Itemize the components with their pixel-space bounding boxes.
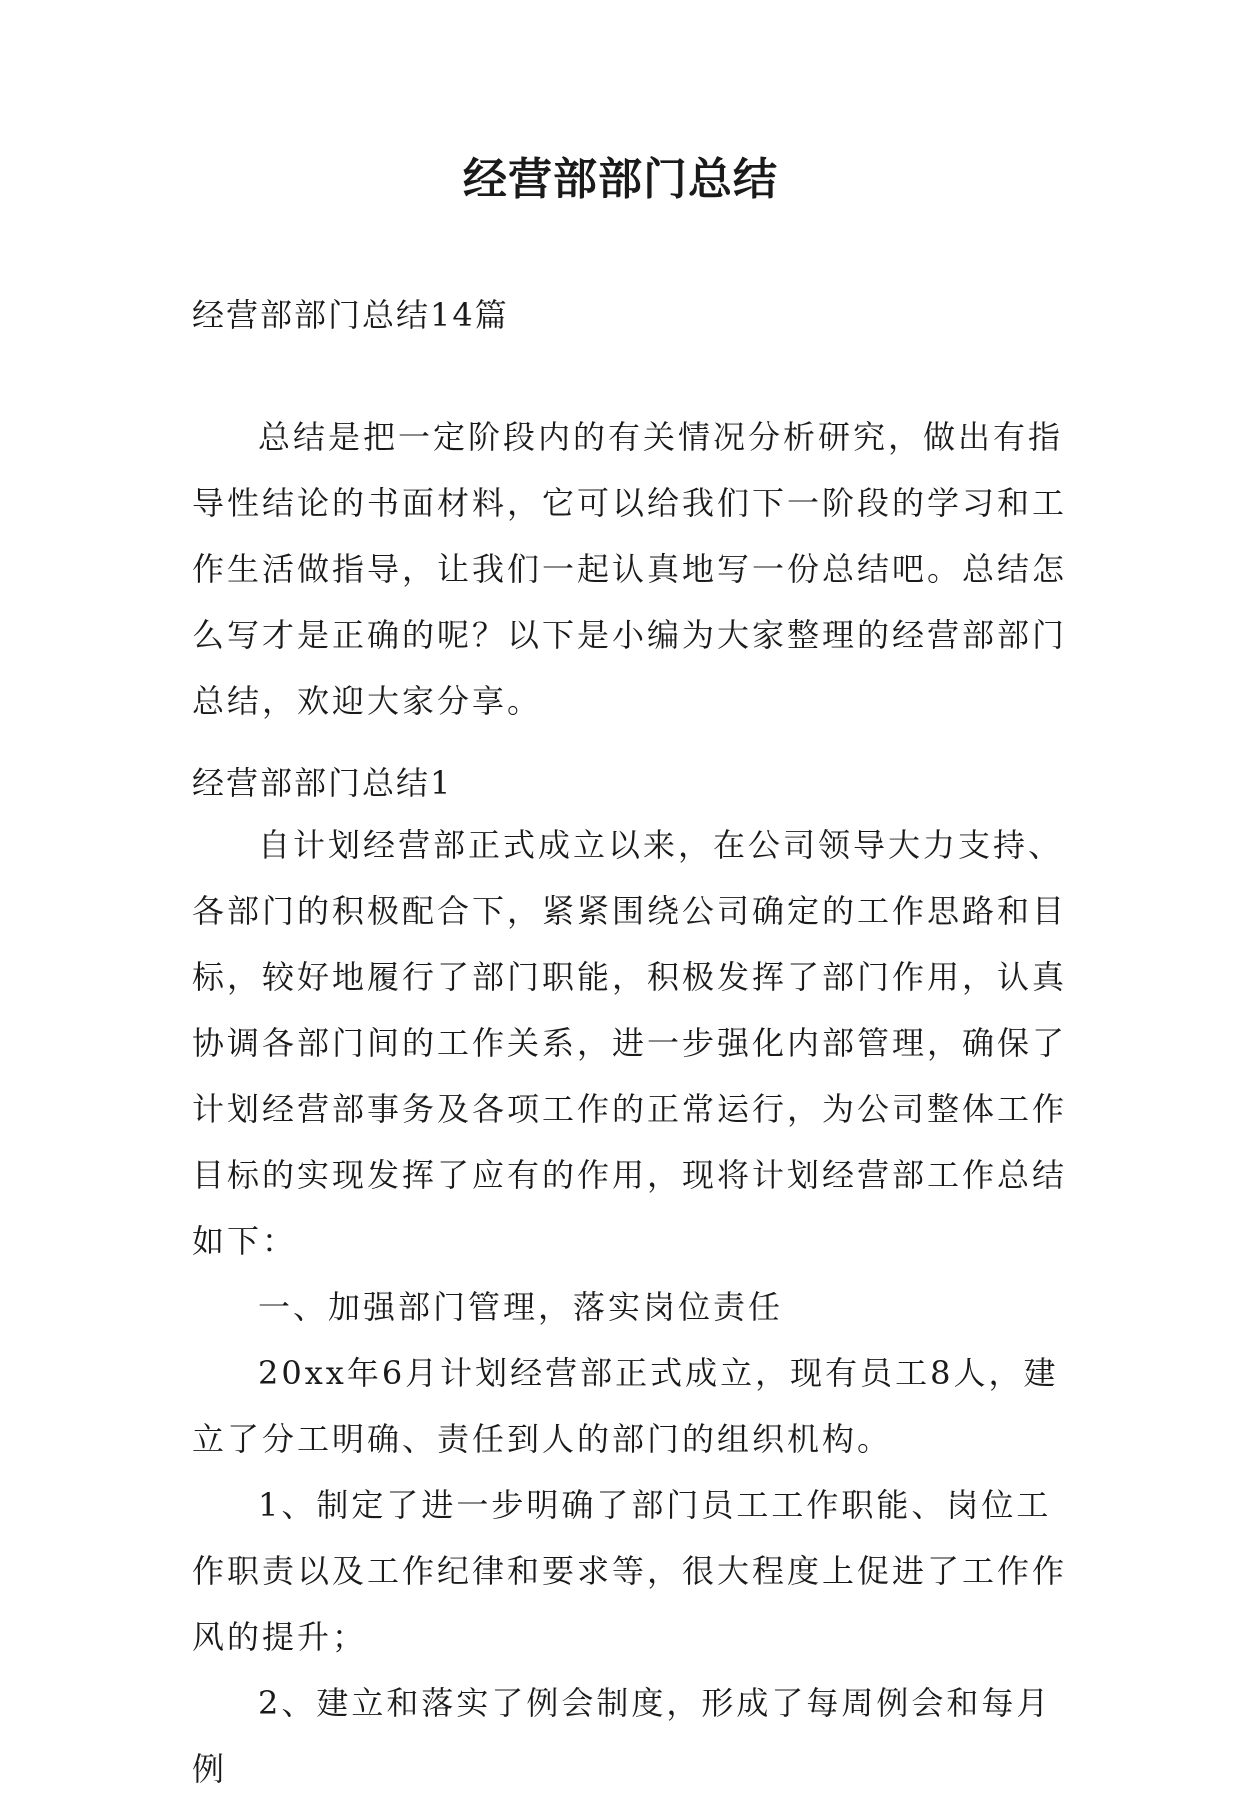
document-subtitle: 经营部部门总结14篇	[192, 296, 509, 334]
document-title: 经营部部门总结	[463, 154, 778, 205]
heading-paragraph: 一、加强部门管理，落实岗位责任	[258, 1288, 784, 1326]
section-title: 经营部部门总结1	[192, 764, 453, 802]
body-paragraph: 自计划经营部正式成立以来，在公司领导大力支持、各部门的积极配合下，紧紧围绕公司确定的工作思路和目标，较好地履行了部门职能，积极发挥了部门作用，认真协调各部门间的工作关系，进一步强化内部管理，确保了计划经营部事务及各项工作的正常运行，为公司整体工作目标的实现发挥了应有的作用，现将计划经营部工作总结如下：	[192, 826, 1068, 1260]
body-paragraph: 20xx年6月计划经营部正式成立，现有员工8人，建立了分工明确、责任到人的部门的组织机构。	[192, 1354, 1059, 1458]
intro-paragraph: 总结是把一定阶段内的有关情况分析研究，做出有指导性结论的书面材料，它可以给我们下一阶段的学习和工作生活做指导，让我们一起认真地写一份总结吧。总结怎么写才是正确的呢？以下是小编为大家整理的经营部部门总结，欢迎大家分享。	[192, 418, 1068, 720]
section-body	[192, 812, 1072, 1802]
list-item-paragraph: 2、建立和落实了例会制度，形成了每周例会和每月例	[192, 1684, 1052, 1788]
list-item-paragraph: 1、制定了进一步明确了部门员工工作职能、岗位工作职责以及工作纪律和要求等，很大程度上促进了工作作风的提升；	[192, 1486, 1068, 1656]
